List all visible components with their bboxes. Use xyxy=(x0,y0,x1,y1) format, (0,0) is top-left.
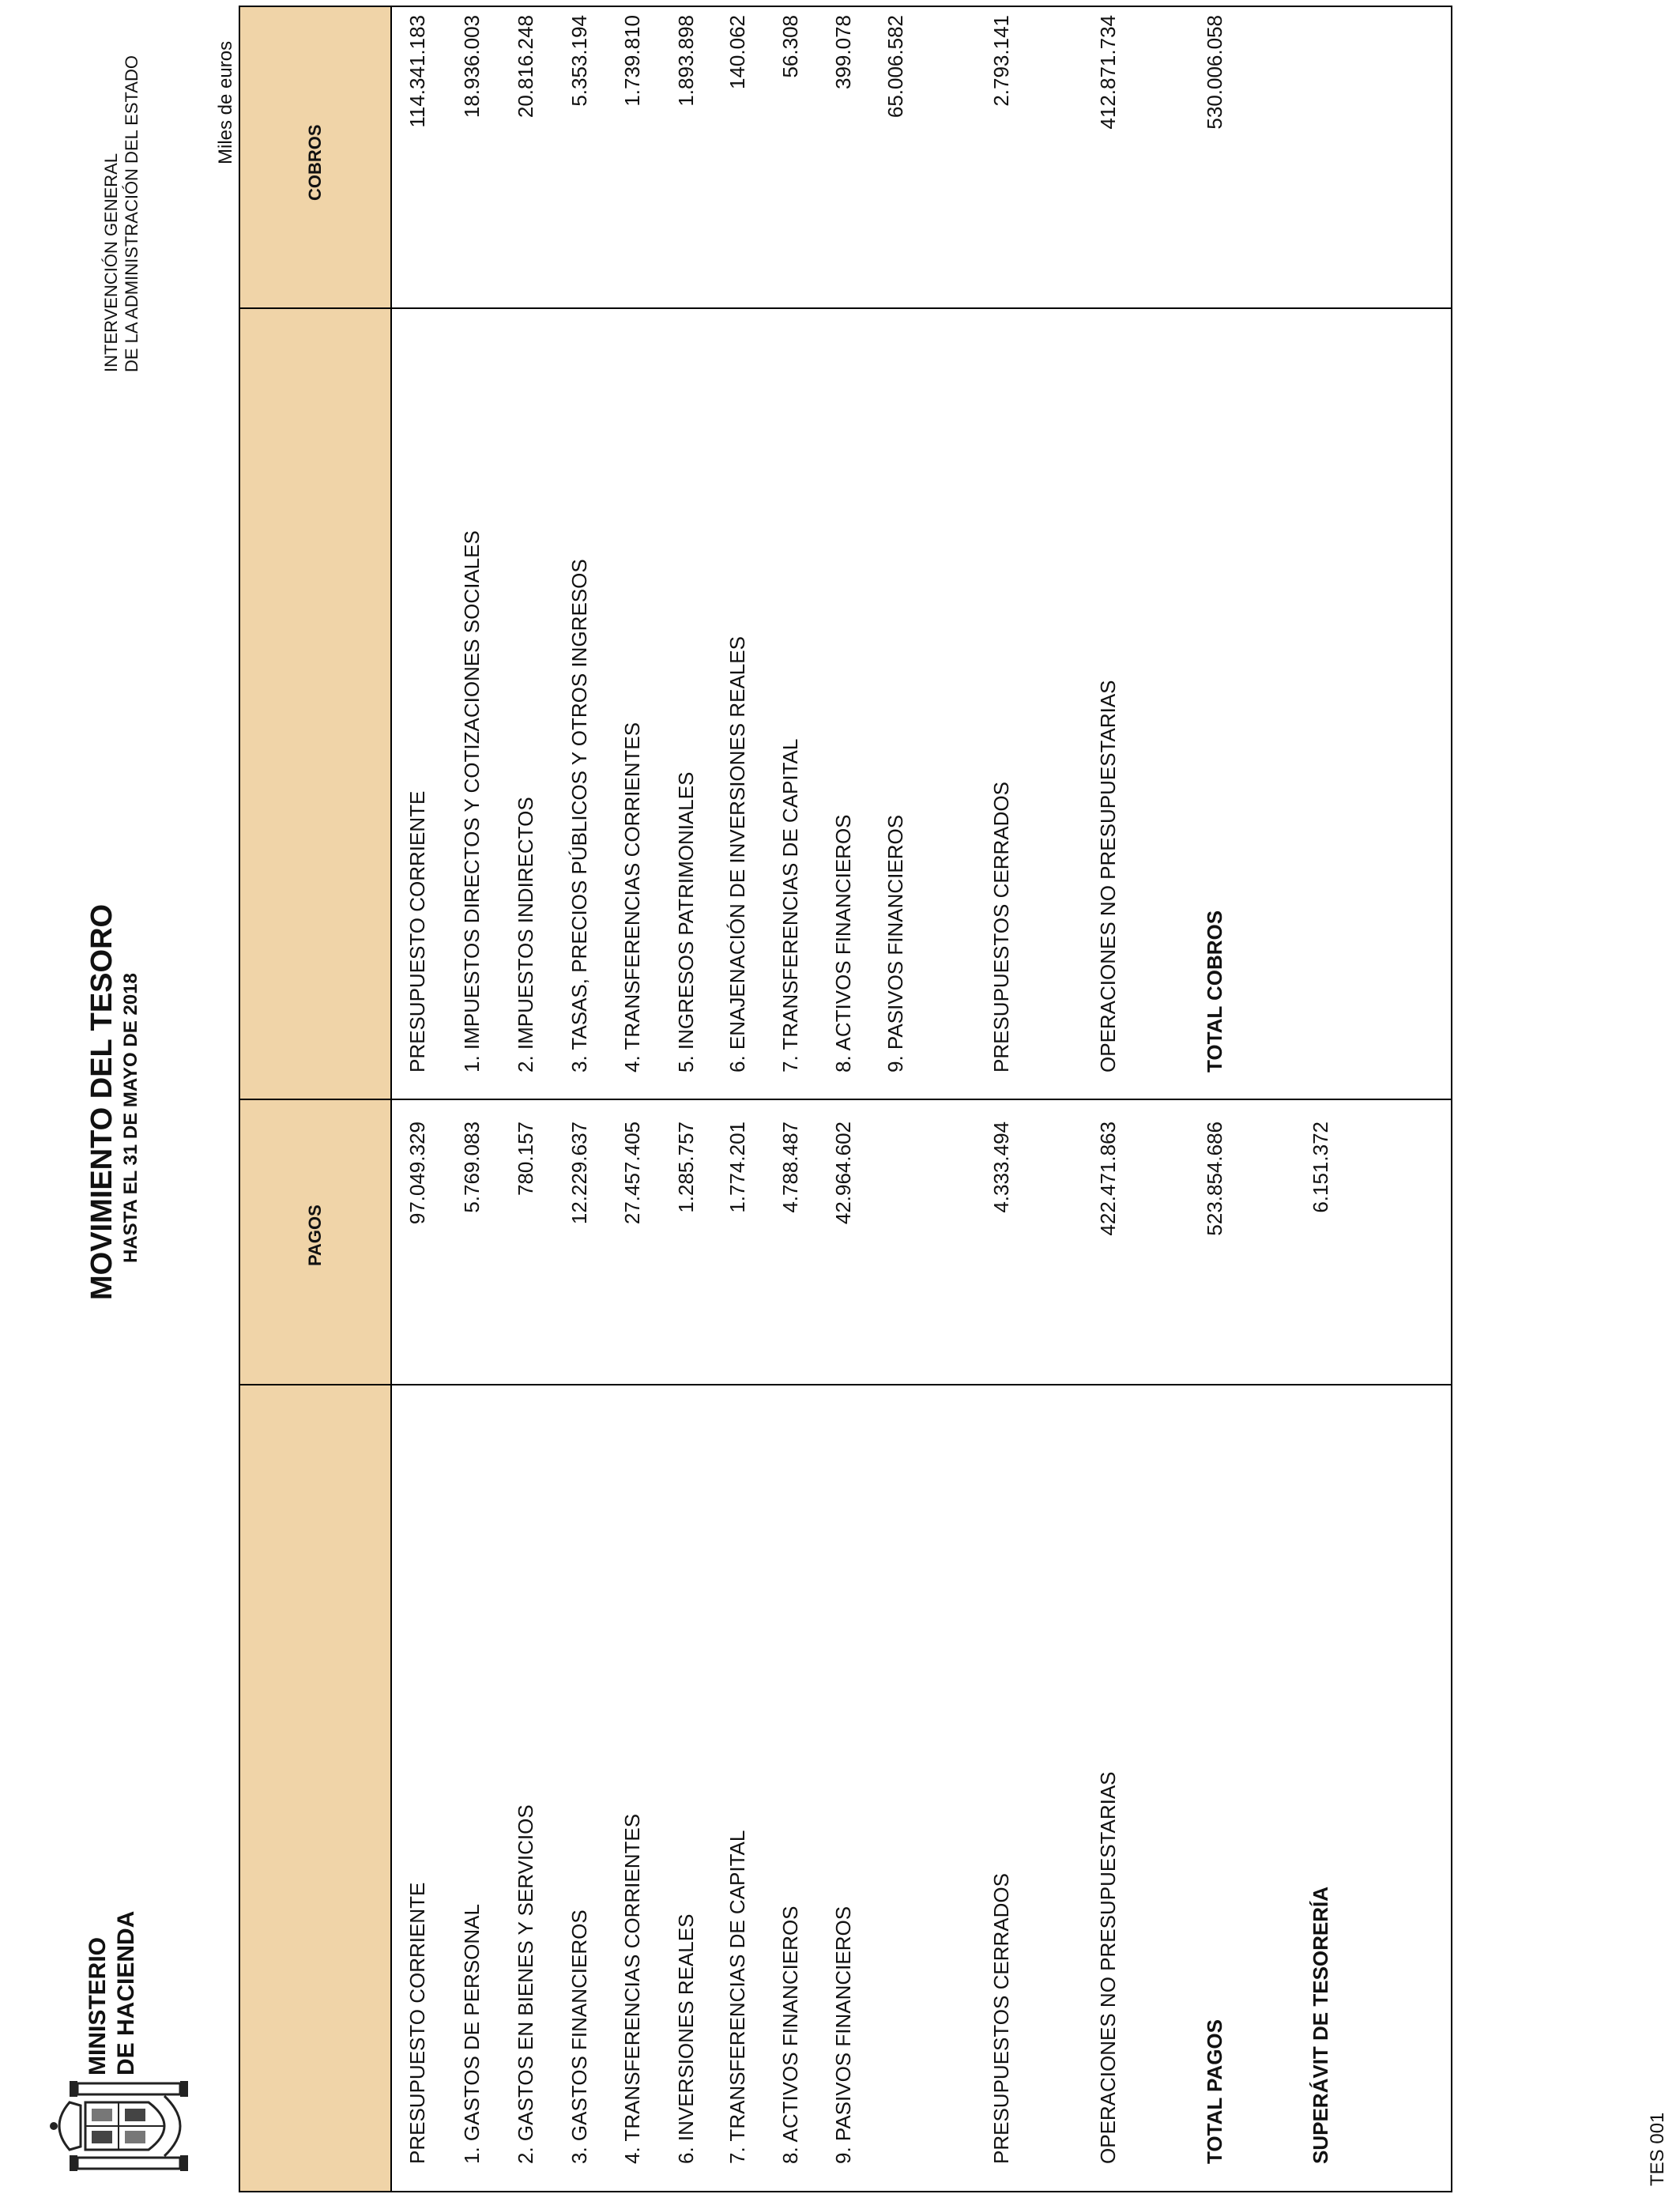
cobros-row-value: 56.308 xyxy=(778,15,802,78)
pagos-row-label: 1. GASTOS DE PERSONAL xyxy=(460,1904,484,2164)
ministry-line2: DE HACIENDA xyxy=(113,1910,139,2075)
pagos-row-value: 1.285.757 xyxy=(674,1122,698,1213)
cobros-row-value: 2.793.141 xyxy=(989,15,1013,107)
ministry-line1: MINISTERIO xyxy=(85,1936,111,2075)
cobros-row-label: 8. ACTIVOS FINANCIEROS xyxy=(831,814,855,1072)
pagos-row-value: 97.049.329 xyxy=(405,1122,429,1225)
cobros-row-label: 4. TRANSFERENCIAS CORRIENTES xyxy=(620,722,644,1072)
cobros-row-value: 5.353.194 xyxy=(567,15,591,107)
total-pagos-label: TOTAL PAGOS xyxy=(1203,2019,1226,2164)
cobros-column-header: COBROS xyxy=(305,124,325,201)
pagos-row-label: 2. GASTOS EN BIENES Y SERVICIOS xyxy=(514,1804,537,2164)
cobros-row-value: 114.341.183 xyxy=(405,15,429,128)
pagos-row-value: 42.964.602 xyxy=(831,1122,855,1225)
cobros-row-label: 7. TRANSFERENCIAS DE CAPITAL xyxy=(778,738,802,1072)
cobros-row-value: 20.816.248 xyxy=(514,15,537,119)
total-cobros-value: 530.006.058 xyxy=(1203,15,1226,130)
issuing-body-line1: INTERVENCIÓN GENERAL xyxy=(101,153,121,372)
cobros-left-border xyxy=(239,307,1452,309)
pagos-row-label: PRESUPUESTO CORRIENTE xyxy=(405,1882,429,2164)
total-cobros-label: TOTAL COBROS xyxy=(1203,910,1226,1072)
cobros-row-label: 2. IMPUESTOS INDIRECTOS xyxy=(514,797,537,1072)
pagos-row-label: 7. TRANSFERENCIAS DE CAPITAL xyxy=(725,1830,749,2164)
cobros-row-label: 9. PASIVOS FINANCIEROS xyxy=(883,814,907,1072)
pagos-left-border xyxy=(239,1384,1452,1385)
table-left-border xyxy=(239,2191,1452,2192)
pagos-row-value: 780.157 xyxy=(514,1122,537,1196)
cobros-row-value: 399.078 xyxy=(831,15,855,89)
pagos-row-value: 4.333.494 xyxy=(989,1122,1013,1213)
superavit-value: 6.151.372 xyxy=(1309,1122,1332,1213)
cobros-row-label: OPERACIONES NO PRESUPUESTARIAS xyxy=(1096,680,1120,1072)
cobros-row-label: 6. ENAJENACIÓN DE INVERSIONES REALES xyxy=(725,636,749,1072)
pagos-row-value: 12.229.637 xyxy=(567,1122,591,1225)
issuing-body-line2: DE LA ADMINISTRACIÓN DEL ESTADO xyxy=(122,55,141,372)
pagos-row-value: 5.769.083 xyxy=(460,1122,484,1213)
pagos-row-value: 4.788.487 xyxy=(778,1122,802,1213)
pagos-row-label: 8. ACTIVOS FINANCIEROS xyxy=(778,1906,802,2164)
pagos-row-label: 6. INVERSIONES REALES xyxy=(674,1913,698,2164)
cobros-row-value: 412.871.734 xyxy=(1096,15,1120,130)
pagos-row-label: PRESUPUESTOS CERRADOS xyxy=(989,1873,1013,2164)
cobros-row-label: 1. IMPUESTOS DIRECTOS Y COTIZACIONES SOCIALES xyxy=(460,530,484,1072)
cobros-row-label: 5. INGRESOS PATRIMONIALES xyxy=(674,771,698,1072)
pagos-row-label: 3. GASTOS FINANCIEROS xyxy=(567,1909,591,2164)
superavit-label: SUPERÁVIT DE TESORERÍA xyxy=(1309,1886,1332,2164)
cobros-row-value: 65.006.582 xyxy=(883,15,907,119)
cobros-row-label: PRESUPUESTO CORRIENTE xyxy=(405,790,429,1072)
cobros-row-value: 140.062 xyxy=(725,15,749,89)
cobros-row-value: 1.739.810 xyxy=(620,15,644,107)
pagos-column-header: PAGOS xyxy=(305,1204,325,1266)
table-right-border xyxy=(239,6,1452,7)
pagos-row-value: 27.457.405 xyxy=(620,1122,644,1225)
pagos-row-label: 4. TRANSFERENCIAS CORRIENTES xyxy=(620,1813,644,2164)
ministry-name xyxy=(84,1911,141,2075)
pagos-row-label: 9. PASIVOS FINANCIEROS xyxy=(831,1906,855,2164)
cobros-row-value: 1.893.898 xyxy=(674,15,698,107)
pagos-row-value: 1.774.201 xyxy=(725,1122,749,1213)
page-title: MOVIMIENTO DEL TESORO xyxy=(85,903,119,1300)
cobros-row-value: 18.936.003 xyxy=(460,15,484,119)
pagos-right-border xyxy=(239,1099,1452,1100)
page-subtitle: HASTA EL 31 DE MAYO DE 2018 xyxy=(120,973,141,1263)
pagos-row-label: OPERACIONES NO PRESUPUESTARIAS xyxy=(1096,1771,1120,2164)
coat-of-arms-icon xyxy=(46,2080,196,2172)
issuing-body xyxy=(101,55,142,372)
cobros-row-label: PRESUPUESTOS CERRADOS xyxy=(989,782,1013,1072)
form-code: TES 001 xyxy=(1647,2112,1668,2186)
cobros-row-label: 3. TASAS, PRECIOS PÚBLICOS Y OTROS INGRESOS xyxy=(567,559,591,1072)
total-pagos-value: 523.854.686 xyxy=(1203,1122,1226,1236)
pagos-row-value: 422.471.863 xyxy=(1096,1122,1120,1236)
units-label: Miles de euros xyxy=(215,40,236,164)
